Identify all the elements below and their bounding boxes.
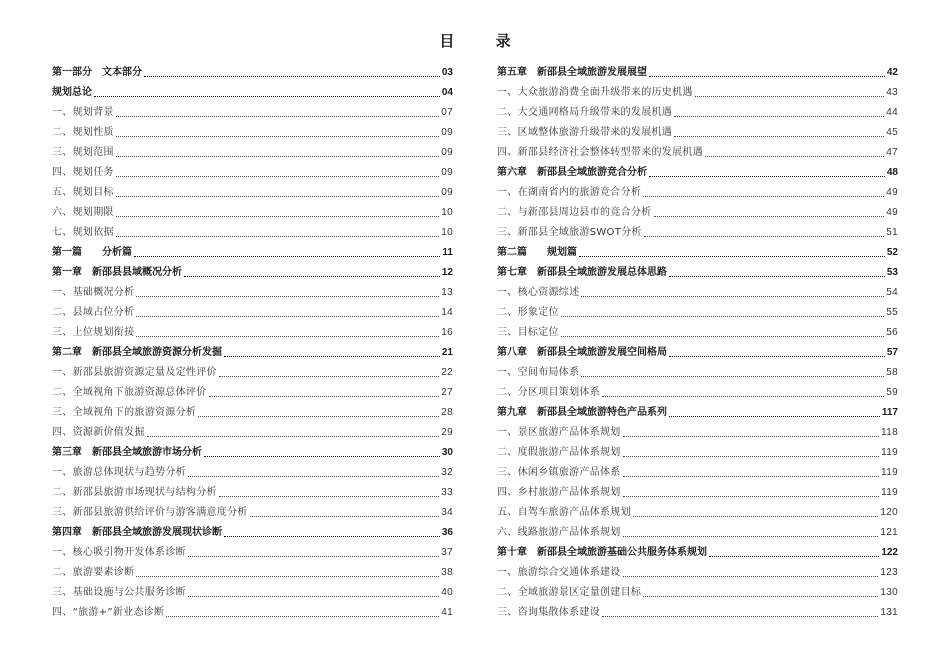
dot-leader bbox=[116, 115, 439, 117]
toc-page-number: 07 bbox=[441, 107, 453, 118]
toc-entry-label: 第九章 新邵县全域旅游特色产品系列 bbox=[497, 407, 667, 418]
toc-page-number: 123 bbox=[880, 567, 898, 578]
toc-chapter-entry[interactable] bbox=[52, 80, 453, 100]
toc-section-entry[interactable] bbox=[497, 360, 898, 380]
toc-page-number: 04 bbox=[441, 87, 453, 98]
toc-section-entry[interactable] bbox=[497, 300, 898, 320]
toc-page-number: 51 bbox=[886, 227, 898, 238]
toc-page-number: 130 bbox=[880, 587, 898, 598]
toc-page-number: 45 bbox=[886, 127, 898, 138]
toc-entry-label: 第八章 新邵县全域旅游发展空间格局 bbox=[497, 347, 667, 358]
toc-entry-label: 四、“旅游+”新业态诊断 bbox=[52, 607, 165, 618]
toc-page-number: 37 bbox=[441, 547, 453, 558]
toc-entry-label: 三、目标定位 bbox=[497, 327, 559, 338]
toc-page-number: 52 bbox=[886, 247, 898, 258]
toc-entry-label: 四、规划任务 bbox=[52, 167, 114, 178]
toc-section-entry[interactable] bbox=[52, 320, 453, 340]
dot-leader bbox=[674, 115, 884, 117]
dot-leader bbox=[654, 215, 885, 217]
toc-chapter-entry[interactable] bbox=[497, 260, 898, 280]
dot-leader bbox=[623, 495, 880, 497]
toc-page-number: 28 bbox=[441, 407, 453, 418]
dot-leader bbox=[136, 335, 439, 337]
toc-entry-label: 一、基础概况分析 bbox=[52, 287, 135, 298]
dot-leader bbox=[116, 175, 439, 177]
toc-entry-label: 一、规划背景 bbox=[52, 107, 114, 118]
dot-leader bbox=[116, 215, 439, 217]
toc-entry-label: 五、自驾车旅游产品体系规划 bbox=[497, 507, 631, 518]
dot-leader bbox=[188, 555, 439, 557]
toc-section-entry[interactable] bbox=[497, 440, 898, 460]
dot-leader bbox=[709, 555, 879, 557]
toc-entry-label: 二、分区项目策划体系 bbox=[497, 387, 600, 398]
dot-leader bbox=[136, 295, 439, 297]
dot-leader bbox=[116, 235, 439, 237]
toc-page-number: 33 bbox=[441, 487, 453, 498]
toc-section-entry[interactable] bbox=[497, 100, 898, 120]
dot-leader bbox=[198, 415, 439, 417]
toc-section-entry[interactable] bbox=[52, 560, 453, 580]
toc-page-number: 29 bbox=[441, 427, 453, 438]
toc-section-entry[interactable] bbox=[52, 100, 453, 120]
toc-entry-label: 二、全域旅游景区定量创建目标 bbox=[497, 587, 642, 598]
toc-entry-label: 第一章 新邵县县域概况分析 bbox=[52, 267, 182, 278]
toc-page-number: 03 bbox=[441, 67, 453, 78]
toc-entry-label: 第一篇 分析篇 bbox=[52, 247, 132, 258]
toc-chapter-entry[interactable] bbox=[52, 240, 453, 260]
toc-section-entry[interactable] bbox=[52, 300, 453, 320]
toc-section-entry[interactable] bbox=[497, 180, 898, 200]
dot-leader bbox=[561, 335, 884, 337]
toc-entry-label: 三、规划范围 bbox=[52, 147, 114, 158]
dot-leader bbox=[633, 515, 879, 517]
toc-page-number: 10 bbox=[441, 227, 453, 238]
toc-section-entry[interactable] bbox=[52, 600, 453, 620]
dot-leader bbox=[188, 595, 439, 597]
toc-page-number: 13 bbox=[441, 287, 453, 298]
toc-entry-label: 二、旅游要素诊断 bbox=[52, 567, 135, 578]
dot-leader bbox=[669, 275, 885, 277]
toc-entry-label: 二、与新邵县周边县市的竞合分析 bbox=[497, 207, 652, 218]
toc-entry-label: 一、旅游总体现状与趋势分析 bbox=[52, 467, 186, 478]
dot-leader bbox=[649, 175, 885, 177]
toc-page-number: 36 bbox=[441, 527, 453, 538]
toc-entry-label: 第二章 新邵县全域旅游资源分析发掘 bbox=[52, 347, 222, 358]
toc-page-number: 42 bbox=[886, 67, 898, 78]
toc-entry-label: 第七章 新邵县全域旅游发展总体思路 bbox=[497, 267, 667, 278]
toc-entry-label: 二、全域视角下旅游资源总体评价 bbox=[52, 387, 207, 398]
dot-leader bbox=[184, 275, 440, 277]
toc-entry-label: 一、新邵县旅游资源定量及定性评价 bbox=[52, 367, 217, 378]
dot-leader bbox=[219, 375, 439, 377]
toc-section-entry[interactable] bbox=[497, 560, 898, 580]
toc-section-entry[interactable] bbox=[497, 80, 898, 100]
dot-leader bbox=[623, 435, 880, 437]
toc-entry-label: 一、大众旅游消费全面升级带来的历史机遇 bbox=[497, 87, 693, 98]
toc-page-number: 30 bbox=[441, 447, 453, 458]
toc-section-entry[interactable] bbox=[497, 580, 898, 600]
toc-chapter-entry[interactable] bbox=[52, 440, 453, 460]
toc-section-entry[interactable] bbox=[497, 600, 898, 620]
toc-page-number: 117 bbox=[881, 407, 898, 418]
toc-title: 目 录 bbox=[439, 32, 529, 50]
toc-section-entry[interactable] bbox=[497, 420, 898, 440]
toc-entry-label: 二、形象定位 bbox=[497, 307, 559, 318]
toc-section-entry[interactable] bbox=[52, 140, 453, 160]
dot-leader bbox=[623, 535, 879, 537]
toc-page-number: 59 bbox=[886, 387, 898, 398]
dot-leader bbox=[204, 455, 440, 457]
toc-section-entry[interactable] bbox=[52, 480, 453, 500]
toc-chapter-entry[interactable] bbox=[52, 340, 453, 360]
dot-leader bbox=[581, 375, 884, 377]
toc-chapter-entry[interactable] bbox=[497, 340, 898, 360]
toc-section-entry[interactable] bbox=[52, 120, 453, 140]
toc-page-number: 119 bbox=[881, 487, 898, 498]
toc-entry-label: 三、新邵县全域旅游SWOT分析 bbox=[497, 227, 642, 238]
toc-page-number: 122 bbox=[881, 547, 898, 558]
toc-section-entry[interactable] bbox=[497, 320, 898, 340]
toc-page-number: 119 bbox=[881, 447, 898, 458]
toc-chapter-entry[interactable] bbox=[52, 260, 453, 280]
toc-entry-label: 第五章 新邵县全域旅游发展展望 bbox=[497, 67, 647, 78]
toc-chapter-entry[interactable] bbox=[497, 540, 898, 560]
dot-leader bbox=[116, 155, 439, 157]
toc-page-number: 14 bbox=[441, 307, 453, 318]
toc-entry-label: 一、空间布局体系 bbox=[497, 367, 580, 378]
toc-section-entry[interactable] bbox=[52, 420, 453, 440]
toc-section-entry[interactable] bbox=[52, 280, 453, 300]
dot-leader bbox=[219, 495, 439, 497]
dot-leader bbox=[134, 255, 440, 257]
dot-leader bbox=[147, 435, 440, 437]
toc-page-number: 27 bbox=[441, 387, 453, 398]
dot-leader bbox=[188, 475, 439, 477]
toc-entry-label: 二、大交通网格局升级带来的发展机遇 bbox=[497, 107, 673, 118]
toc-entry-label: 四、新邵县经济社会整体转型带来的发展机遇 bbox=[497, 147, 703, 158]
dot-leader bbox=[649, 75, 885, 77]
dot-leader bbox=[602, 395, 884, 397]
dot-leader bbox=[579, 255, 885, 257]
toc-page-number: 32 bbox=[441, 467, 453, 478]
dot-leader bbox=[94, 95, 440, 97]
toc-section-entry[interactable] bbox=[52, 220, 453, 240]
toc-page-number: 10 bbox=[441, 207, 453, 218]
dot-leader bbox=[643, 595, 878, 597]
toc-entry-label: 三、咨询集散体系建设 bbox=[497, 607, 600, 618]
toc-section-entry[interactable] bbox=[52, 460, 453, 480]
toc-chapter-entry[interactable] bbox=[497, 160, 898, 180]
toc-page-number: 53 bbox=[886, 267, 898, 278]
toc-entry-label: 第三章 新邵县全域旅游市场分析 bbox=[52, 447, 202, 458]
toc-page-number: 22 bbox=[441, 367, 453, 378]
toc-page-number: 41 bbox=[441, 607, 453, 618]
dot-leader bbox=[669, 415, 880, 417]
toc-chapter-entry[interactable] bbox=[52, 520, 453, 540]
toc-page-number: 09 bbox=[441, 187, 453, 198]
dot-leader bbox=[623, 475, 880, 477]
toc-entry-label: 四、资源新价值发掘 bbox=[52, 427, 145, 438]
toc-entry-label: 第六章 新邵县全域旅游竞合分析 bbox=[497, 167, 647, 178]
toc-left-column bbox=[52, 60, 453, 620]
toc-section-entry[interactable] bbox=[497, 220, 898, 240]
toc-chapter-entry[interactable] bbox=[497, 240, 898, 260]
toc-chapter-entry[interactable] bbox=[497, 60, 898, 80]
toc-page-number: 58 bbox=[886, 367, 898, 378]
toc-page-number: 119 bbox=[881, 467, 898, 478]
toc-page-number: 57 bbox=[886, 347, 898, 358]
toc-page-number: 09 bbox=[441, 147, 453, 158]
toc-entry-label: 二、度假旅游产品体系规划 bbox=[497, 447, 621, 458]
toc-section-entry[interactable] bbox=[497, 120, 898, 140]
toc-section-entry[interactable] bbox=[497, 520, 898, 540]
toc-entry-label: 四、乡村旅游产品体系规划 bbox=[497, 487, 621, 498]
dot-leader bbox=[166, 615, 439, 617]
toc-page-number: 49 bbox=[886, 207, 898, 218]
toc-section-entry[interactable] bbox=[497, 460, 898, 480]
toc-entry-label: 第二篇 规划篇 bbox=[497, 247, 577, 258]
toc-page-number: 44 bbox=[886, 107, 898, 118]
dot-leader bbox=[561, 315, 884, 317]
toc-page-number: 43 bbox=[886, 87, 898, 98]
toc-section-entry[interactable] bbox=[497, 140, 898, 160]
dot-leader bbox=[116, 195, 439, 197]
toc-entry-label: 五、规划目标 bbox=[52, 187, 114, 198]
toc-page-number: 118 bbox=[881, 427, 898, 438]
toc-page-number: 09 bbox=[441, 127, 453, 138]
dot-leader bbox=[136, 315, 439, 317]
toc-entry-label: 一、在湖南省内的旅游竞合分析 bbox=[497, 187, 642, 198]
toc-entry-label: 二、新邵县旅游市场现状与结构分析 bbox=[52, 487, 217, 498]
dot-leader bbox=[705, 155, 884, 157]
dot-leader bbox=[209, 395, 440, 397]
toc-page-number: 49 bbox=[886, 187, 898, 198]
toc-page-number: 16 bbox=[441, 327, 453, 338]
toc-entry-label: 三、上位规划衔接 bbox=[52, 327, 135, 338]
toc-page-number: 34 bbox=[441, 507, 453, 518]
toc-section-entry[interactable] bbox=[497, 200, 898, 220]
toc-entry-label: 第一部分 文本部分 bbox=[52, 67, 142, 78]
toc-section-entry[interactable] bbox=[497, 500, 898, 520]
toc-entry-label: 三、区域整体旅游升级带来的发展机遇 bbox=[497, 127, 673, 138]
toc-section-entry[interactable] bbox=[52, 160, 453, 180]
toc-entry-label: 一、核心吸引物开发体系诊断 bbox=[52, 547, 186, 558]
toc-page-number: 55 bbox=[886, 307, 898, 318]
toc-section-entry[interactable] bbox=[52, 540, 453, 560]
dot-leader bbox=[144, 75, 440, 77]
toc-entry-label: 一、旅游综合交通体系建设 bbox=[497, 567, 621, 578]
dot-leader bbox=[224, 535, 440, 537]
toc-page-number: 56 bbox=[886, 327, 898, 338]
toc-page-number: 54 bbox=[886, 287, 898, 298]
toc-section-entry[interactable] bbox=[497, 480, 898, 500]
toc-entry-label: 二、县域占位分析 bbox=[52, 307, 135, 318]
toc-right-column bbox=[497, 60, 898, 620]
toc-section-entry[interactable] bbox=[52, 200, 453, 220]
toc-page-number: 48 bbox=[886, 167, 898, 178]
toc-page-number: 38 bbox=[441, 567, 453, 578]
dot-leader bbox=[623, 455, 880, 457]
dot-leader bbox=[602, 615, 878, 617]
toc-page-number: 47 bbox=[886, 147, 898, 158]
dot-leader bbox=[623, 575, 879, 577]
toc-page-number: 120 bbox=[880, 507, 898, 518]
toc-section-entry[interactable] bbox=[52, 180, 453, 200]
toc-entry-label: 三、休闲乡镇旅游产品体系 bbox=[497, 467, 621, 478]
toc-entry-label: 三、新邵县旅游供给评价与游客满意度分析 bbox=[52, 507, 248, 518]
toc-entry-label: 三、全域视角下的旅游资源分析 bbox=[52, 407, 197, 418]
toc-entry-label: 二、规划性质 bbox=[52, 127, 114, 138]
toc-page-number: 11 bbox=[442, 247, 453, 258]
dot-leader bbox=[674, 135, 884, 137]
dot-leader bbox=[250, 515, 440, 517]
dot-leader bbox=[136, 575, 439, 577]
dot-leader bbox=[695, 95, 885, 97]
dot-leader bbox=[581, 295, 884, 297]
toc-entry-label: 第十章 新邵县全域旅游基础公共服务体系规划 bbox=[497, 547, 707, 558]
toc-chapter-entry[interactable] bbox=[497, 400, 898, 420]
dot-leader bbox=[116, 135, 439, 137]
toc-entry-label: 三、基础设施与公共服务诊断 bbox=[52, 587, 186, 598]
toc-section-entry[interactable] bbox=[52, 580, 453, 600]
toc-entry-label: 七、规划依据 bbox=[52, 227, 114, 238]
toc-section-entry[interactable] bbox=[52, 400, 453, 420]
dot-leader bbox=[643, 195, 884, 197]
toc-entry-label: 六、规划期限 bbox=[52, 207, 114, 218]
dot-leader bbox=[224, 355, 440, 357]
toc-page-number: 40 bbox=[441, 587, 453, 598]
dot-leader bbox=[644, 235, 885, 237]
toc-section-entry[interactable] bbox=[497, 280, 898, 300]
toc-page-number: 09 bbox=[441, 167, 453, 178]
toc-entry-label: 一、景区旅游产品体系规划 bbox=[497, 427, 621, 438]
toc-entry-label: 规划总论 bbox=[52, 87, 92, 98]
toc-entry-label: 六、线路旅游产品体系规划 bbox=[497, 527, 621, 538]
toc-page-number: 12 bbox=[441, 267, 453, 278]
toc-section-entry[interactable] bbox=[497, 380, 898, 400]
toc-section-entry[interactable] bbox=[52, 500, 453, 520]
toc-entry-label: 第四章 新邵县全域旅游发展现状诊断 bbox=[52, 527, 222, 538]
toc-section-entry[interactable] bbox=[52, 380, 453, 400]
toc-page-number: 121 bbox=[880, 527, 898, 538]
toc-entry-label: 一、核心资源综述 bbox=[497, 287, 580, 298]
toc-chapter-entry[interactable] bbox=[52, 60, 453, 80]
dot-leader bbox=[669, 355, 885, 357]
toc-page-number: 21 bbox=[441, 347, 453, 358]
toc-section-entry[interactable] bbox=[52, 360, 453, 380]
toc-page-number: 131 bbox=[880, 607, 898, 618]
